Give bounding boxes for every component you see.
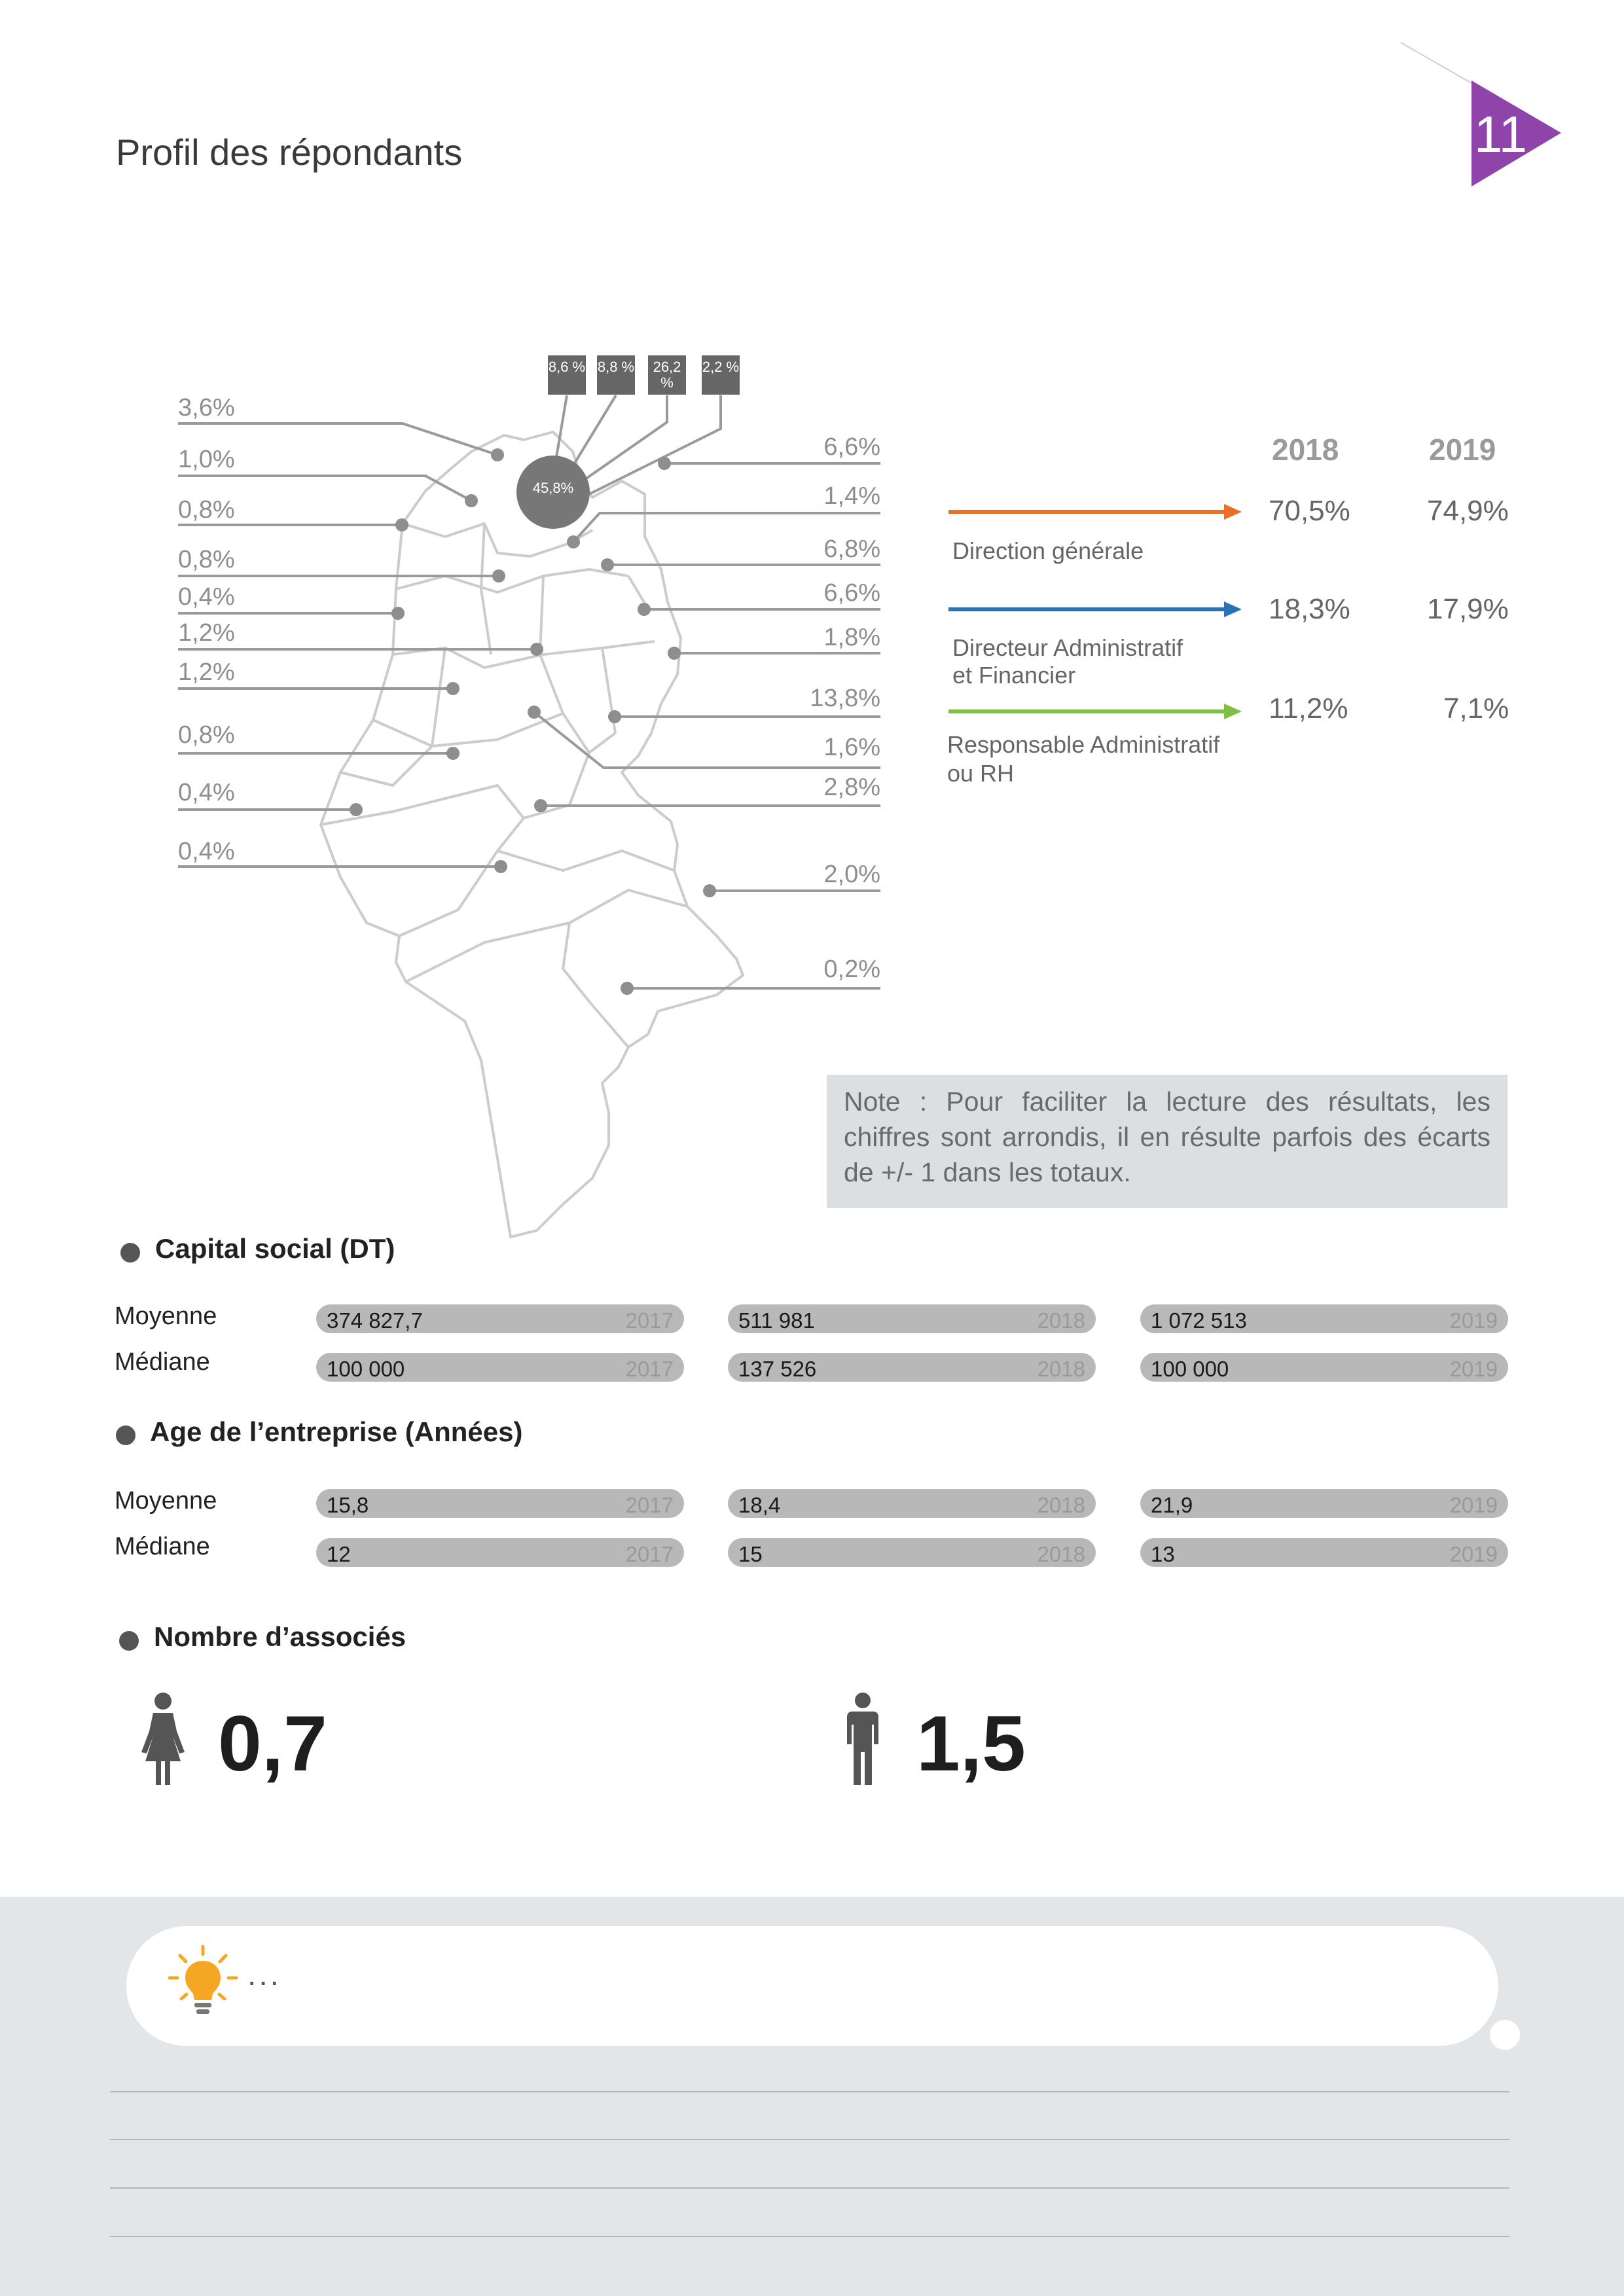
pill-value: 1 072 513 bbox=[1151, 1308, 1247, 1333]
pill-year: 2019 bbox=[1449, 1493, 1498, 1517]
value-pill bbox=[316, 1538, 684, 1567]
map-left-label: 0,8% bbox=[178, 546, 235, 573]
pill-year: 2017 bbox=[625, 1542, 674, 1566]
note-box: Note : Pour faciliter la lecture des résultats, les chiffres sont arrondis, il en résulte parfois des écarts de +/- 1 dans les totaux. bbox=[827, 1075, 1507, 1208]
box-label-1: 8,6 % bbox=[548, 355, 586, 395]
row-label: Médiane bbox=[115, 1533, 210, 1560]
pill-year: 2017 bbox=[625, 1308, 674, 1333]
map-dots bbox=[350, 448, 716, 995]
map-right-label: 2,0% bbox=[823, 861, 880, 888]
male-icon bbox=[843, 1692, 882, 1787]
value-pill bbox=[728, 1353, 1096, 1382]
box-label-3: 26,2 % bbox=[648, 355, 686, 395]
section-title-associes: Nombre d’associés bbox=[154, 1621, 406, 1652]
role-label-line2: et Financier bbox=[952, 662, 1076, 689]
role-value-2018: 18,3% bbox=[1269, 593, 1350, 625]
map-left-label: 0,4% bbox=[178, 779, 235, 806]
value-pill bbox=[316, 1304, 684, 1333]
pill-value: 15 bbox=[738, 1542, 763, 1566]
value-pill bbox=[1140, 1353, 1508, 1382]
pill-year: 2018 bbox=[1037, 1357, 1085, 1381]
role-value-2018: 70,5% bbox=[1269, 495, 1350, 527]
map-right-label: 13,8% bbox=[810, 685, 880, 712]
value-pill bbox=[728, 1489, 1096, 1518]
pill-year: 2018 bbox=[1037, 1493, 1085, 1517]
map-left-label: 1,2% bbox=[178, 658, 235, 686]
role-label: Responsable Administratif bbox=[947, 731, 1220, 758]
bullet-icon bbox=[116, 1426, 135, 1445]
notes-bubble[interactable] bbox=[126, 1926, 1498, 2046]
pill-value: 18,4 bbox=[738, 1493, 781, 1517]
map-left-label: 0,4% bbox=[178, 583, 235, 611]
value-pill bbox=[728, 1304, 1096, 1333]
map-right-label: 6,8% bbox=[823, 535, 880, 563]
role-label: Direction générale bbox=[952, 537, 1144, 564]
pill-year: 2019 bbox=[1449, 1542, 1498, 1566]
section-title-age: Age de l’entreprise (Années) bbox=[150, 1416, 523, 1447]
role-value-2019: 74,9% bbox=[1427, 495, 1509, 527]
map-right-label: 6,6% bbox=[823, 433, 880, 461]
value-pill bbox=[1140, 1489, 1508, 1518]
pill-value: 21,9 bbox=[1151, 1493, 1193, 1517]
pill-year: 2017 bbox=[625, 1357, 674, 1381]
pill-value: 511 981 bbox=[738, 1308, 815, 1333]
pill-year: 2018 bbox=[1037, 1542, 1085, 1566]
map-left-label: 0,8% bbox=[178, 721, 235, 749]
female-icon bbox=[139, 1692, 188, 1787]
row-label: Moyenne bbox=[115, 1302, 217, 1330]
role-value-2018: 11,2% bbox=[1269, 692, 1348, 725]
pill-value: 100 000 bbox=[1151, 1357, 1229, 1381]
pill-year: 2019 bbox=[1449, 1308, 1498, 1333]
tunis-percentage: 45,8% bbox=[532, 480, 574, 496]
map-outline bbox=[321, 432, 743, 1237]
role-label-line2: ou RH bbox=[947, 760, 1015, 787]
female-associates-value: 0,7 bbox=[218, 1700, 327, 1787]
pill-year: 2017 bbox=[625, 1493, 674, 1517]
pill-value: 13 bbox=[1151, 1542, 1175, 1566]
writing-line bbox=[110, 2187, 1509, 2189]
section-title-capital: Capital social (DT) bbox=[155, 1233, 395, 1264]
map-right-label: 1,6% bbox=[823, 734, 880, 761]
map-right-label: 0,2% bbox=[823, 956, 880, 983]
role-label: Directeur Administratif bbox=[952, 634, 1183, 661]
bubble-tail bbox=[1490, 2020, 1520, 2050]
value-pill bbox=[1140, 1304, 1508, 1333]
map-right-label: 1,8% bbox=[823, 624, 880, 651]
map-left-label: 1,0% bbox=[178, 446, 235, 473]
writing-line bbox=[110, 2236, 1509, 2237]
pill-year: 2019 bbox=[1449, 1357, 1498, 1381]
value-pill bbox=[728, 1538, 1096, 1567]
tunisia-map bbox=[0, 0, 916, 1244]
box-label-4: 2,2 % bbox=[702, 355, 740, 395]
pill-value: 137 526 bbox=[738, 1357, 817, 1381]
writing-line bbox=[110, 2139, 1509, 2140]
pill-value: 100 000 bbox=[327, 1357, 405, 1381]
row-label: Moyenne bbox=[115, 1487, 217, 1515]
pill-value: 12 bbox=[327, 1542, 351, 1566]
page-title: Profil des répondants bbox=[116, 132, 463, 173]
map-right-label: 1,4% bbox=[823, 482, 880, 510]
map-left-label: 3,6% bbox=[178, 394, 235, 422]
map-right-label: 6,6% bbox=[823, 579, 880, 607]
value-pill bbox=[1140, 1538, 1508, 1567]
pill-year: 2018 bbox=[1037, 1308, 1085, 1333]
map-left-label: 0,8% bbox=[178, 496, 235, 524]
year-header-2019: 2019 bbox=[1429, 433, 1496, 467]
box-label-2: 8,8 % bbox=[597, 355, 635, 395]
map-left-label: 0,4% bbox=[178, 838, 235, 865]
bullet-icon bbox=[119, 1631, 139, 1651]
notes-ellipsis: ... bbox=[247, 1958, 282, 1992]
row-label: Médiane bbox=[115, 1348, 210, 1376]
role-value-2019: 17,9% bbox=[1427, 593, 1509, 625]
value-pill bbox=[316, 1489, 684, 1518]
map-left-label: 1,2% bbox=[178, 619, 235, 647]
value-pill bbox=[316, 1353, 684, 1382]
pill-value: 374 827,7 bbox=[327, 1308, 423, 1333]
lightbulb-icon bbox=[167, 1944, 239, 2022]
male-associates-value: 1,5 bbox=[916, 1700, 1026, 1787]
year-header-2018: 2018 bbox=[1272, 433, 1339, 467]
writing-line bbox=[110, 2091, 1509, 2092]
bullet-icon bbox=[120, 1243, 140, 1263]
map-right-label: 2,8% bbox=[823, 774, 880, 801]
page-number: 11 bbox=[1474, 105, 1527, 163]
role-value-2019: 7,1% bbox=[1443, 692, 1509, 725]
pill-value: 15,8 bbox=[327, 1493, 369, 1517]
